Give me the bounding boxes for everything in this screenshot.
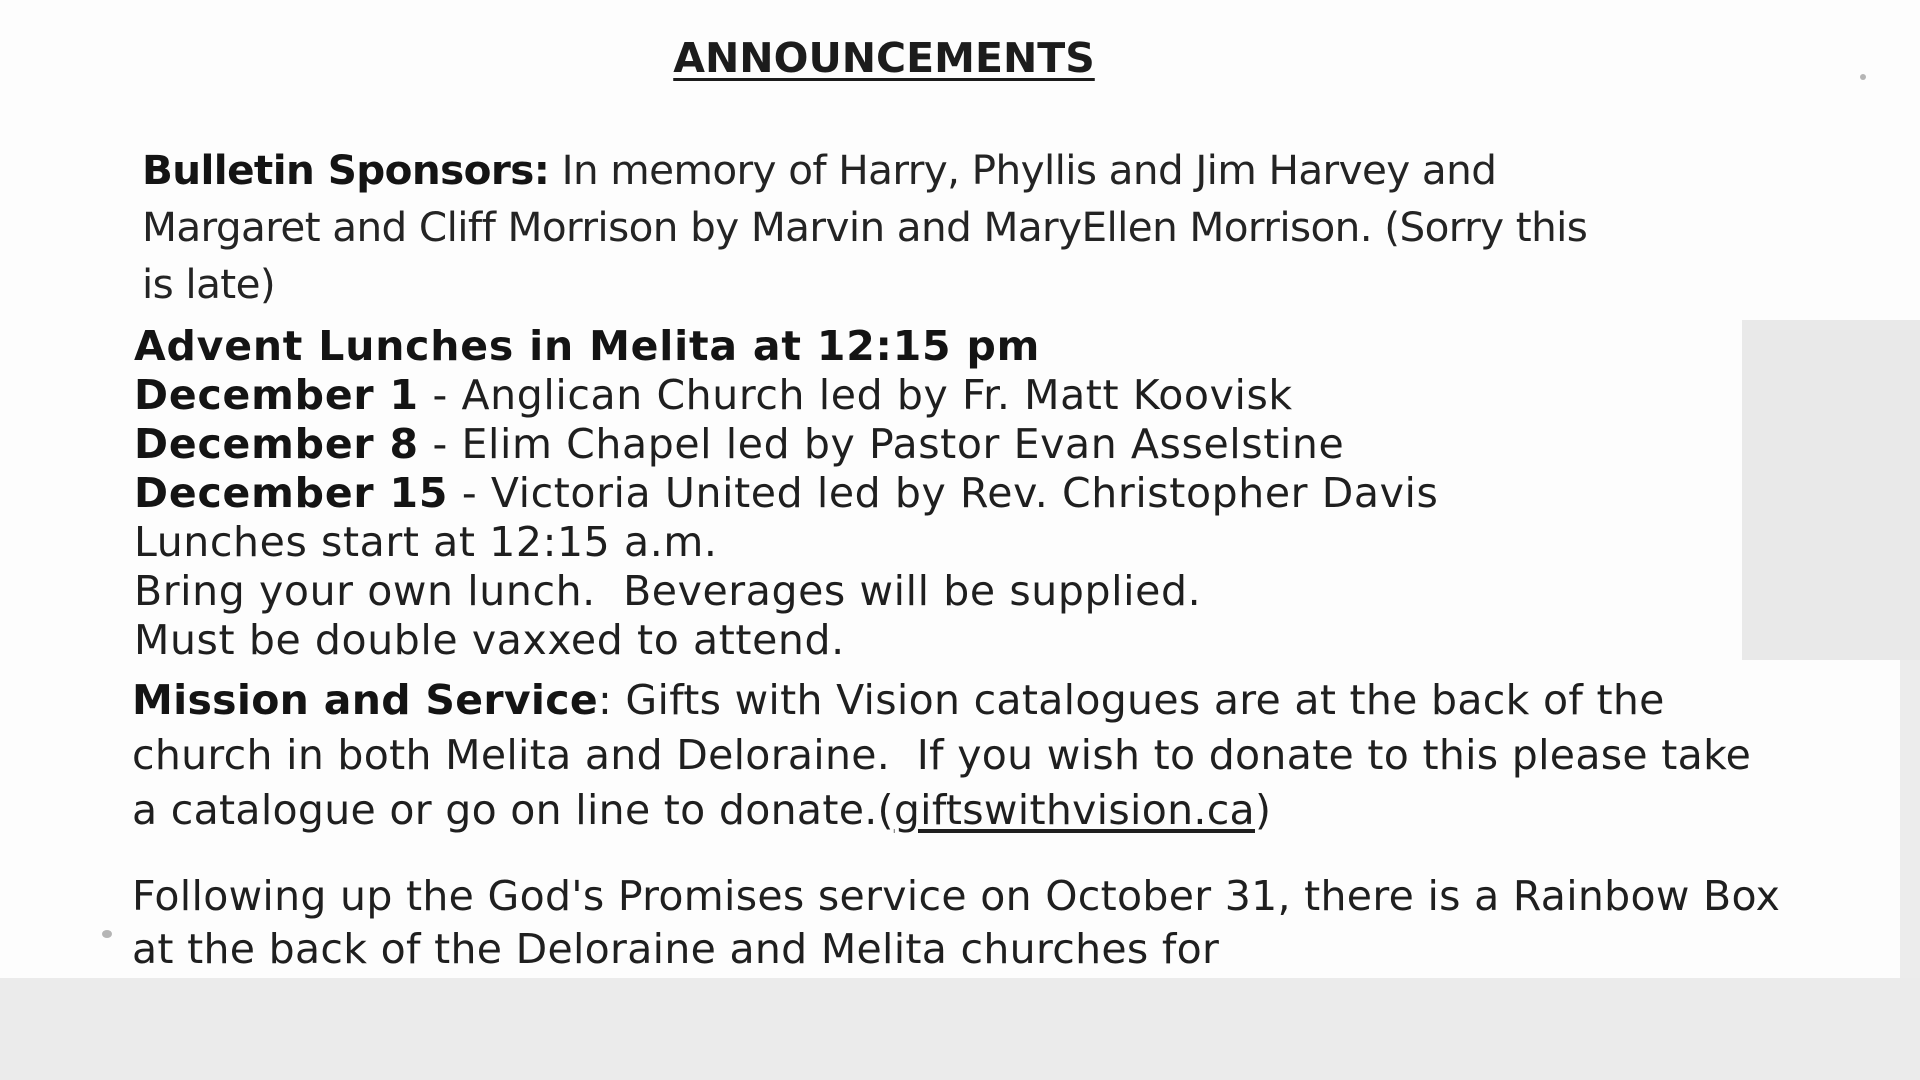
gifts-with-vision-link[interactable]: giftswithvision.ca [893,786,1255,834]
advent-title: Advent Lunches in Melita at 12:15 pm [134,322,1041,370]
sponsors-text: In memory of Harry, Phyllis and Jim Harvey and Margaret and Cliff Morrison by Marvin and MaryEllen Morrison. (Sorry this is late) [142,146,1588,308]
schedule-detail: - Elim Chapel led by Pastor Evan Asselstine [418,420,1345,468]
schedule-item [134,469,1438,518]
mission-text: : Gifts with Vision catalogues are at the back of the church in both Melita and Deloraine. If you wish to donate to this please take a catalogue or go on line to donate.( [132,676,1765,834]
schedule-date: December 15 [134,469,449,517]
scan-shadow-right-lower [1900,660,1920,980]
schedule-date: December 8 [134,420,419,468]
scan-speck [1860,74,1866,80]
schedule-detail: - Anglican Church led by Fr. Matt Koovisk [418,371,1293,419]
page-title [0,34,1768,82]
advent-note: Lunches start at 12:15 a.m. [134,518,718,566]
schedule-item [134,371,1438,420]
advent-lunches-section [134,322,1438,665]
sponsors-label: Bulletin Sponsors: [142,146,550,194]
mission-label: Mission and Service [132,676,598,724]
scan-shadow-right [1742,320,1920,660]
mission-after: ) [1255,786,1272,834]
schedule-date: December 1 [134,371,419,419]
page-title-text: ANNOUNCEMENTS [673,34,1095,82]
advent-note: Bring your own lunch. Beverages will be supplied. [134,567,1202,615]
rainbow-box-paragraph: Following up the God's Promises service on October 31, there is a Rainbow Box at the back of the Deloraine and Melita churches for [132,872,1781,973]
bulletin-sponsors-paragraph [142,142,1592,313]
scan-shadow-bottom [0,978,1920,1080]
mission-and-service-paragraph [132,673,1782,838]
scan-speck [102,930,112,938]
schedule-item [134,420,1438,469]
schedule-detail: - Victoria United led by Rev. Christopher Davis [448,469,1439,517]
advent-note: Must be double vaxxed to attend. [134,616,845,664]
